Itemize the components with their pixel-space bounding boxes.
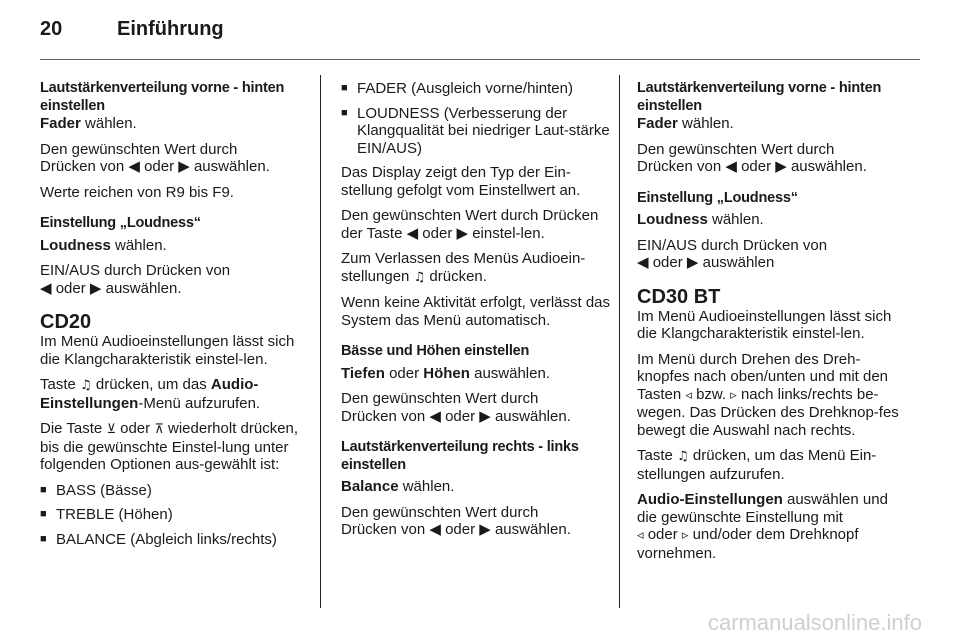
cd30-select-settings: Audio-Einstellungen auswählen und die gewünschte Einstellung mit ◃ oder ▹ und/oder dem Drehknopf vornehmen. <box>637 491 888 562</box>
fader-range-text: Werte reichen von R9 bis F9. <box>40 183 234 201</box>
list-item: ■ BASS (Bässe) <box>40 482 312 500</box>
cd20-repeat-press: Die Taste ⊻ oder ⊼ wiederholt drücken, bis die gewünschte Einstel-lung unter folgenden Optionen aus-gewählt ist: <box>40 420 299 473</box>
page-title: Einführung <box>117 18 224 40</box>
cd30-navigation: Im Menü durch Drehen des Dreh-knopfes nach oben/unten und mit den Tasten ◃ bzw. ▹ nach links/rechts be-wegen. Das Drücken des Drehknop-fes bewegt die Auswahl nach rechts. <box>637 350 899 439</box>
balance-step-line1: Den gewünschten Wert durch <box>341 503 539 521</box>
hoehen-term: Höhen <box>423 364 470 382</box>
tiefen-term: Tiefen <box>341 364 385 382</box>
fader-step-line1: Den gewünschten Wert durch <box>637 140 835 158</box>
options-list-part2 <box>341 80 613 157</box>
treble-key-icon: ⊼ <box>154 422 164 437</box>
fader-instruction: wählen. <box>80 115 137 132</box>
loudness-term: Loudness <box>40 236 111 254</box>
section-heading-loudness: Einstellung „Loudness“ <box>40 215 201 231</box>
list-item: ■ BALANCE (Abgleich links/rechts) <box>40 531 312 549</box>
column-middle: ■ FADER (Ausgleich vorne/hinten) ■ LOUDNESS (Verbesserung der Klangqualität bei niedriger Laut-stärke EIN/AUS) Das Display zeigt den Typ der Ein-stellung gefolgt vom Einstellwert an. Den gewünschten Wert durch Drücken der Taste ◀ oder ▶ einstel-len. Zum Verlassen des Menüs Audioein-stellungen ♫ drücken. Wenn keine Aktivität erfolgt, verlässt das System das Menü automatisch. Bässe und Höhen einstellen Tiefen oder Höhen auswählen. Den gewünschten Wert durch Drücken von ◀ oder ▶ auswählen. Lautstärkenverteilung rechts - links einstellen Balance wählen. Den gewünschten Wert durch Drücken von ◀ oder ▶ auswählen. <box>341 80 613 547</box>
audio-settings-term: Audio-Einstellungen <box>637 491 783 508</box>
list-item: ■ TREBLE (Höhen) <box>40 506 312 524</box>
set-value-text: Den gewünschten Wert durch Drücken der Taste ◀ oder ▶ einstel-len. <box>341 207 599 242</box>
cd20-intro: Im Menü Audioeinstellungen lässt sich die Klangcharakteristik einstel-len. <box>40 333 295 368</box>
watermark: carmanualsonline.info <box>707 610 922 635</box>
options-list-part1 <box>40 482 312 549</box>
balance-step-line2: Drücken von ◀ oder ▶ auswählen. <box>341 521 571 538</box>
audio-settings-term: Audio-Einstellungen <box>40 376 259 412</box>
loudness-term: Loudness <box>637 211 708 228</box>
music-note-icon: ♫ <box>413 269 426 285</box>
column-right: Lautstärkenverteilung vorne - hinten einstellen Fader wählen. Den gewünschten Wert durch Drücken von ◀ oder ▶ auswählen. Einstellung „Loudness“ Loudness wählen. EIN/AUS durch Drücken von ◀ oder ▶ auswählen CD30 BT Im Menü Audioeinstellungen lässt sich die Klangcharakteristik einstel-len. Im Menü durch Drehen des Dreh-knopfes nach oben/unten und mit den Tasten ◃ bzw. ▹ nach links/rechts be-wegen. Das Drücken des Drehknop-fes bewegt die Auswahl nach rechts. Taste ♫ drücken, um das Menü Ein-stellungen aufzurufen. Audio-Einstellungen auswählen und die gewünschte Einstellung mit ◃ oder ▹ und/oder dem Drehknopf vornehmen. <box>637 80 909 570</box>
fader-step-line1: Den gewünschten Wert durch <box>40 140 238 158</box>
exit-menu-text: Zum Verlassen des Menüs Audioein-stellungen ♫ drücken. <box>341 250 586 285</box>
loudness-step-line1: EIN/AUS durch Drücken von <box>637 236 828 254</box>
column-divider-right <box>619 75 620 608</box>
bass-step-line2: Drücken von ◀ oder ▶ auswählen. <box>341 407 571 425</box>
fader-term: Fader <box>40 115 81 132</box>
loudness-step-line1: EIN/AUS durch Drücken von <box>40 262 231 279</box>
page-number: 20 <box>40 18 63 40</box>
fader-step-line2: Drücken von ◀ oder ▶ auswählen. <box>40 158 270 175</box>
music-note-icon: ♫ <box>80 378 92 393</box>
section-heading-cd30: CD30 BT <box>637 285 721 308</box>
cd20-press-key: Taste ♫ drücken, um das Audio-Einstellungen-Menü aufzurufen. <box>40 376 261 412</box>
section-heading-loudness: Einstellung „Loudness“ <box>637 189 798 206</box>
list-item: ■ LOUDNESS (Verbesserung der Klangqualität bei niedriger Laut-stärke EIN/AUS) <box>341 105 613 158</box>
column-divider-left <box>320 75 321 608</box>
column-left <box>40 80 312 555</box>
section-heading-fader: Lautstärkenverteilung vorne - hinten einstellen <box>40 80 285 114</box>
fader-term: Fader <box>637 115 678 132</box>
header-divider <box>40 59 920 60</box>
balance-term: Balance <box>341 478 399 495</box>
bass-key-icon: ⊻ <box>106 422 116 437</box>
auto-exit-text: Wenn keine Aktivität erfolgt, verlässt das System das Menü automatisch. <box>341 294 611 329</box>
right-arrow-icon: ▹ <box>681 528 689 543</box>
section-heading-bass-treble: Bässe und Höhen einstellen <box>341 343 530 359</box>
cd30-intro: Im Menü Audioeinstellungen lässt sich die Klangcharakteristik einstel-len. <box>637 307 892 342</box>
right-arrow-icon: ▹ <box>730 387 737 403</box>
left-arrow-icon: ◃ <box>685 387 692 403</box>
section-heading-fader: Lautstärkenverteilung vorne - hinten einstellen <box>637 80 882 114</box>
section-heading-cd20: CD20 <box>40 311 92 333</box>
fader-step-line2: Drücken von ◀ oder ▶ auswählen. <box>637 158 867 175</box>
music-note-icon: ♫ <box>677 449 689 464</box>
loudness-step-line2: ◀ oder ▶ auswählen <box>637 254 775 271</box>
loudness-step-line2: ◀ oder ▶ auswählen. <box>40 279 182 297</box>
loudness-instruction: wählen. <box>110 236 167 254</box>
section-heading-balance: Lautstärkenverteilung rechts - links einstellen <box>341 439 579 473</box>
left-arrow-icon: ◃ <box>637 528 644 543</box>
cd30-press-key: Taste ♫ drücken, um das Menü Ein-stellungen aufzurufen. <box>637 447 877 483</box>
display-info-text: Das Display zeigt den Typ der Ein-stellung gefolgt vom Einstellwert an. <box>341 164 581 199</box>
bass-step-line1: Den gewünschten Wert durch <box>341 390 539 407</box>
list-item: ■ FADER (Ausgleich vorne/hinten) <box>341 80 613 98</box>
